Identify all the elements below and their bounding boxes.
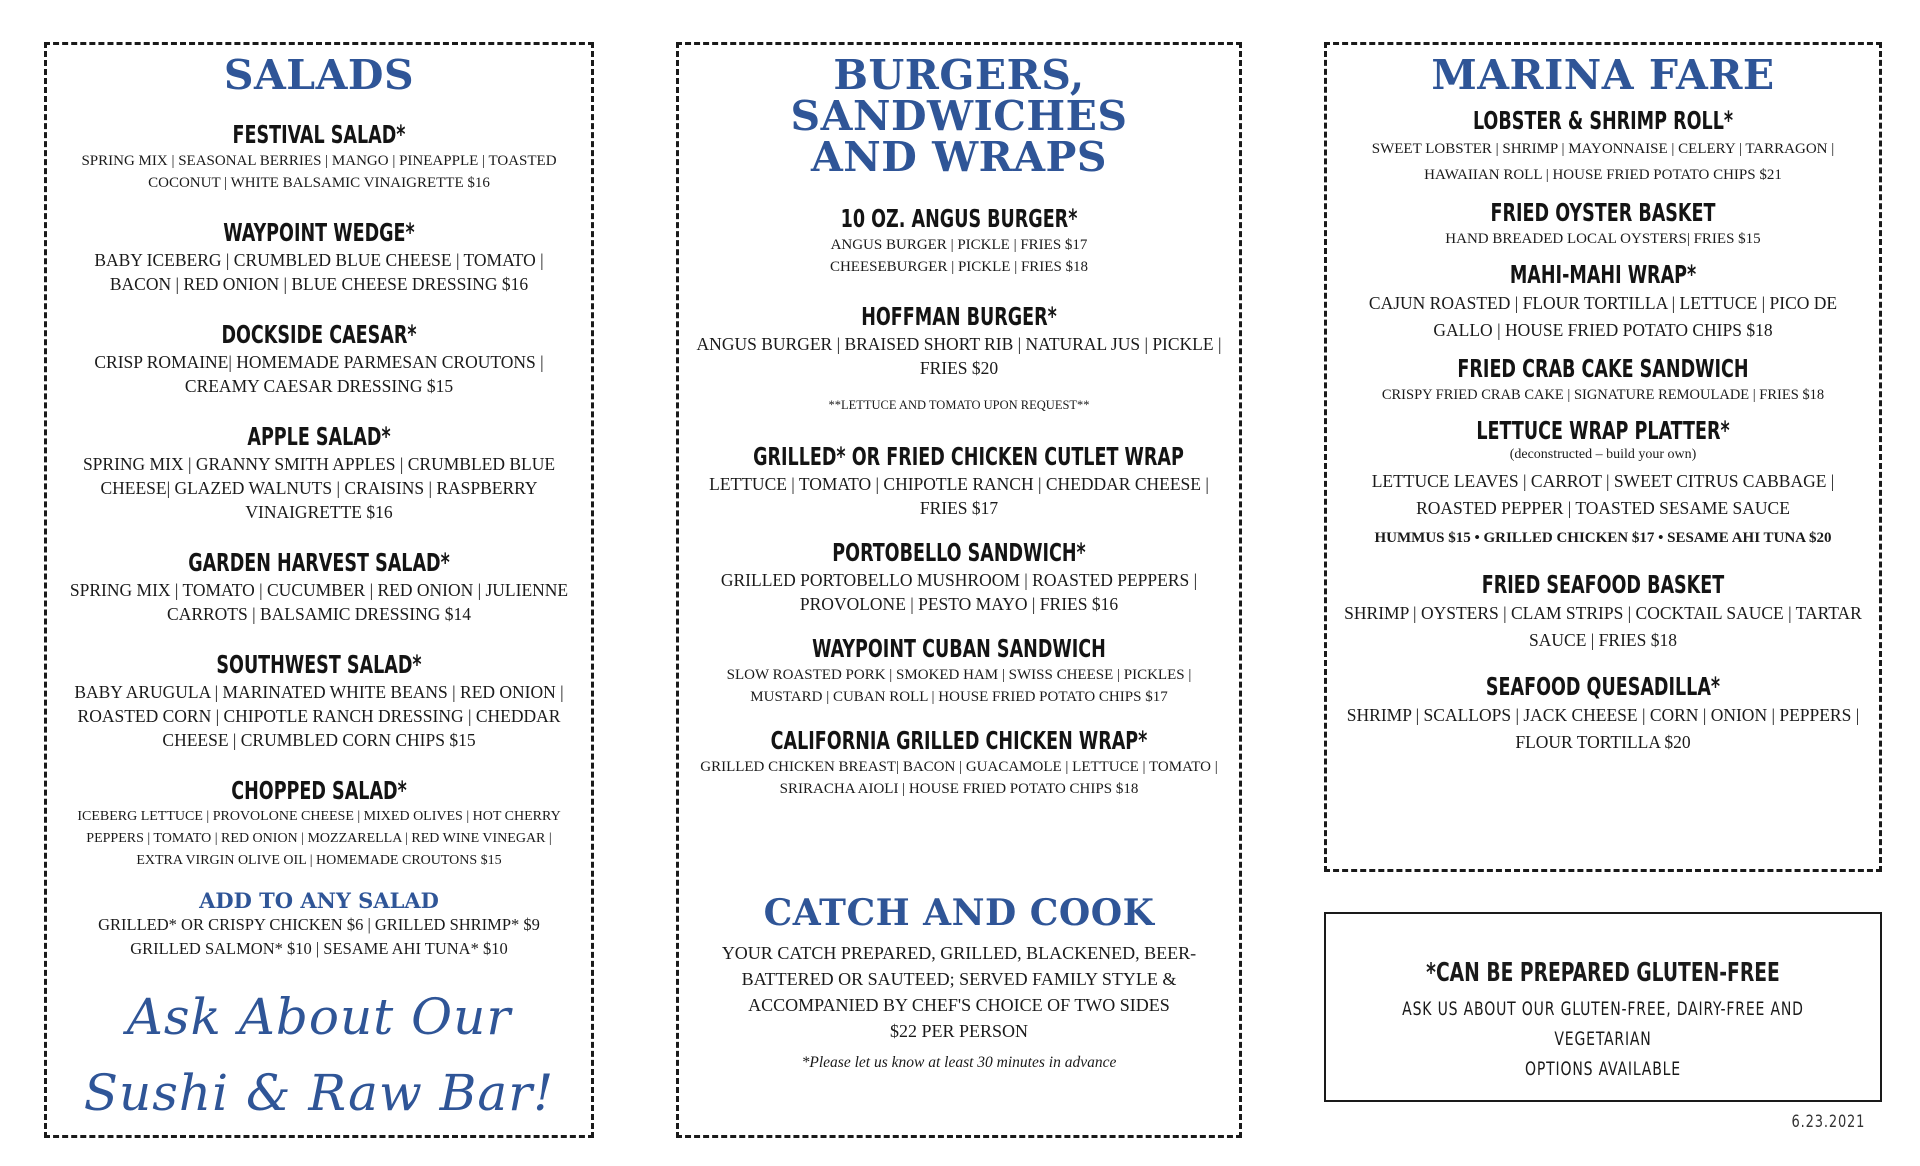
item-desc: BABY ARUGULA | MARINATED WHITE BEANS | RED ONION | ROASTED CORN | CHIPOTLE RANCH DRESSING | CHEDDAR CHEESE | CRUMBLED CORN CHIPS $15	[74, 682, 564, 750]
item-desc: ANGUS BURGER | PICKLE | FRIES $17	[830, 237, 1088, 253]
catch-line: ACCOMPANIED BY CHEF'S CHOICE OF TWO SIDES	[748, 995, 1170, 1015]
item-desc: CHEESEBURGER | PICKLE | FRIES $18	[829, 259, 1089, 275]
gluten-free-desc	[1376, 994, 1830, 1084]
menu-item	[695, 204, 1223, 278]
menu-date: 6.23.2021	[1791, 1112, 1866, 1132]
catch-desc	[695, 940, 1223, 1044]
menu-item	[1341, 416, 1865, 552]
item-desc: CRISPY FRIED CRAB CAKE | SIGNATURE REMOULADE | FRIES $18	[1381, 387, 1825, 403]
item-note: (deconstructed – build your own)	[1509, 447, 1697, 462]
item-name: SOUTHWEST SALAD*	[216, 650, 422, 679]
item-name: GARDEN HARVEST SALAD*	[188, 548, 450, 577]
item-name: DOCKSIDE CAESAR*	[221, 320, 417, 349]
menu-item	[1341, 260, 1865, 344]
item-name: FRIED SEAFOOD BASKET	[1481, 570, 1725, 599]
item-desc: SPRING MIX | GRANNY SMITH APPLES | CRUMBLED BLUE CHEESE| GLAZED WALNUTS | CRAISINS | RASPBERRY VINAIGRETTE $16	[82, 454, 556, 522]
item-name: APPLE SALAD*	[247, 422, 391, 451]
item-desc: SWEET LOBSTER | SHRIMP | MAYONNAISE | CELERY | TARRAGON | HAWAIIAN ROLL | HOUSE FRIED POTATO CHIPS $21	[1371, 141, 1835, 183]
salads-title: SALADS	[223, 51, 415, 99]
catch-line: YOUR CATCH PREPARED, GRILLED, BLACKENED, BEER-	[721, 943, 1197, 963]
burgers-panel	[676, 42, 1242, 1138]
item-desc: HAND BREADED LOCAL OYSTERS| FRIES $15	[1445, 231, 1761, 247]
sushi-callout	[63, 979, 575, 1131]
title-line: AND WRAPS	[811, 133, 1107, 181]
menu-item	[63, 650, 575, 752]
script-line: Sushi & Raw Bar!	[83, 1064, 555, 1122]
menu-item	[63, 422, 575, 524]
item-name: GRILLED* OR FRIED CHICKEN CUTLET WRAP	[753, 442, 1184, 471]
menu-item	[695, 726, 1223, 800]
item-name: FRIED CRAB CAKE SANDWICH	[1457, 354, 1749, 383]
item-name: 10 OZ. ANGUS BURGER*	[840, 204, 1078, 233]
item-desc: LETTUCE LEAVES | CARROT | SWEET CITRUS CABBAGE | ROASTED PEPPER | TOASTED SESAME SAUCE	[1371, 471, 1835, 518]
lettuce-note: **LETTUCE AND TOMATO UPON REQUEST**	[828, 398, 1090, 412]
addon-line: GRILLED* OR CRISPY CHICKEN $6 | GRILLED SHRIMP* $9	[98, 915, 540, 934]
item-desc: ANGUS BURGER | BRAISED SHORT RIB | NATURAL JUS | PICKLE | FRIES $20	[696, 334, 1222, 378]
menu-item	[695, 634, 1223, 708]
script-line: Ask About Our	[126, 988, 512, 1046]
gf-line: ASK US ABOUT OUR GLUTEN-FREE, DAIRY-FREE AND VEGETARIAN	[1402, 998, 1804, 1050]
menu-item	[63, 218, 575, 296]
item-desc: GRILLED CHICKEN BREAST| BACON | GUACAMOLE | LETTUCE | TOMATO | SRIRACHA AIOLI | HOUSE FRIED POTATO CHIPS $18	[700, 759, 1218, 797]
item-name: MAHI-MAHI WRAP*	[1509, 260, 1697, 289]
item-name: FESTIVAL SALAD*	[232, 120, 406, 149]
item-desc: CAJUN ROASTED | FLOUR TORTILLA | LETTUCE | PICO DE GALLO | HOUSE FRIED POTATO CHIPS $18	[1368, 293, 1838, 340]
item-name: WAYPOINT WEDGE*	[223, 218, 415, 247]
menu-item	[695, 538, 1223, 616]
item-desc: SHRIMP | SCALLOPS | JACK CHEESE | CORN | ONION | PEPPERS | FLOUR TORTILLA $20	[1346, 705, 1860, 752]
item-desc: GRILLED PORTOBELLO MUSHROOM | ROASTED PEPPERS | PROVOLONE | PESTO MAYO | FRIES $16	[720, 570, 1198, 614]
item-name: PORTOBELLO SANDWICH*	[832, 538, 1086, 567]
menu-item	[1341, 354, 1865, 406]
item-desc: SPRING MIX | SEASONAL BERRIES | MANGO | PINEAPPLE | TOASTED COCONUT | WHITE BALSAMIC VINAIGRETTE $16	[81, 153, 557, 191]
catch-line: $22 PER PERSON	[889, 1021, 1029, 1041]
menu-item	[1341, 106, 1865, 188]
item-desc: SPRING MIX | TOMATO | CUCUMBER | RED ONION | JULIENNE CARROTS | BALSAMIC DRESSING $14	[69, 580, 569, 624]
marina-title: MARINA FARE	[1431, 51, 1775, 99]
burgers-title	[695, 51, 1223, 181]
menu-item	[695, 442, 1223, 520]
item-desc: BABY ICEBERG | CRUMBLED BLUE CHEESE | TOMATO | BACON | RED ONION | BLUE CHEESE DRESSING $16	[94, 250, 544, 294]
item-name: FRIED OYSTER BASKET	[1490, 198, 1716, 227]
marina-panel	[1324, 42, 1882, 872]
menu-item	[695, 302, 1223, 380]
catch-note: *Please let us know at least 30 minutes in advance	[801, 1054, 1117, 1071]
item-desc: SLOW ROASTED PORK | SMOKED HAM | SWISS CHEESE | PICKLES | MUSTARD | CUBAN ROLL | HOUSE FRIED POTATO CHIPS $17	[726, 667, 1192, 705]
salads-panel	[44, 42, 594, 1138]
menu-item	[1341, 570, 1865, 654]
item-name: HOFFMAN BURGER*	[861, 302, 1057, 331]
menu-item	[63, 120, 575, 194]
gluten-free-title: *CAN BE PREPARED GLUTEN-FREE	[1426, 958, 1780, 988]
item-desc: ICEBERG LETTUCE | PROVOLONE CHEESE | MIXED OLIVES | HOT CHERRY PEPPERS | TOMATO | RED ONION | MOZZARELLA | RED WINE VINEGAR | EXTRA VIRGIN OLIVE OIL | HOMEMADE CROUTONS $15	[77, 809, 561, 868]
menu-item	[1341, 198, 1865, 250]
item-options: HUMMUS $15 • GRILLED CHICKEN $17 • SESAME AHI TUNA $20	[1374, 530, 1832, 546]
gf-line: OPTIONS AVAILABLE	[1525, 1058, 1681, 1080]
menu-item	[1341, 672, 1865, 756]
menu-item	[63, 548, 575, 626]
item-name: CALIFORNIA GRILLED CHICKEN WRAP*	[770, 726, 1148, 755]
gluten-free-box	[1324, 912, 1882, 1102]
item-name: LETTUCE WRAP PLATTER*	[1476, 416, 1730, 445]
item-name: SEAFOOD QUESADILLA*	[1485, 672, 1721, 701]
addon-line: GRILLED SALMON* $10 | SESAME AHI TUNA* $10	[130, 939, 508, 958]
catch-title: CATCH AND COOK	[763, 892, 1155, 934]
addon-title: ADD TO ANY SALAD	[199, 888, 439, 913]
item-name: WAYPOINT CUBAN SANDWICH	[812, 634, 1106, 663]
menu-item	[63, 320, 575, 398]
item-name: CHOPPED SALAD*	[231, 776, 407, 805]
catch-line: BATTERED OR SAUTEED; SERVED FAMILY STYLE &	[741, 969, 1177, 989]
item-name: LOBSTER & SHRIMP ROLL*	[1472, 106, 1734, 135]
title-line: BURGERS, SANDWICHES	[790, 51, 1128, 140]
item-desc: CRISP ROMAINE| HOMEMADE PARMESAN CROUTONS | CREAMY CAESAR DRESSING $15	[94, 352, 544, 396]
item-desc: LETTUCE | TOMATO | CHIPOTLE RANCH | CHEDDAR CHEESE | FRIES $17	[709, 474, 1209, 518]
item-desc: SHRIMP | OYSTERS | CLAM STRIPS | COCKTAIL SAUCE | TARTAR SAUCE | FRIES $18	[1344, 603, 1862, 650]
menu-item	[63, 776, 575, 872]
